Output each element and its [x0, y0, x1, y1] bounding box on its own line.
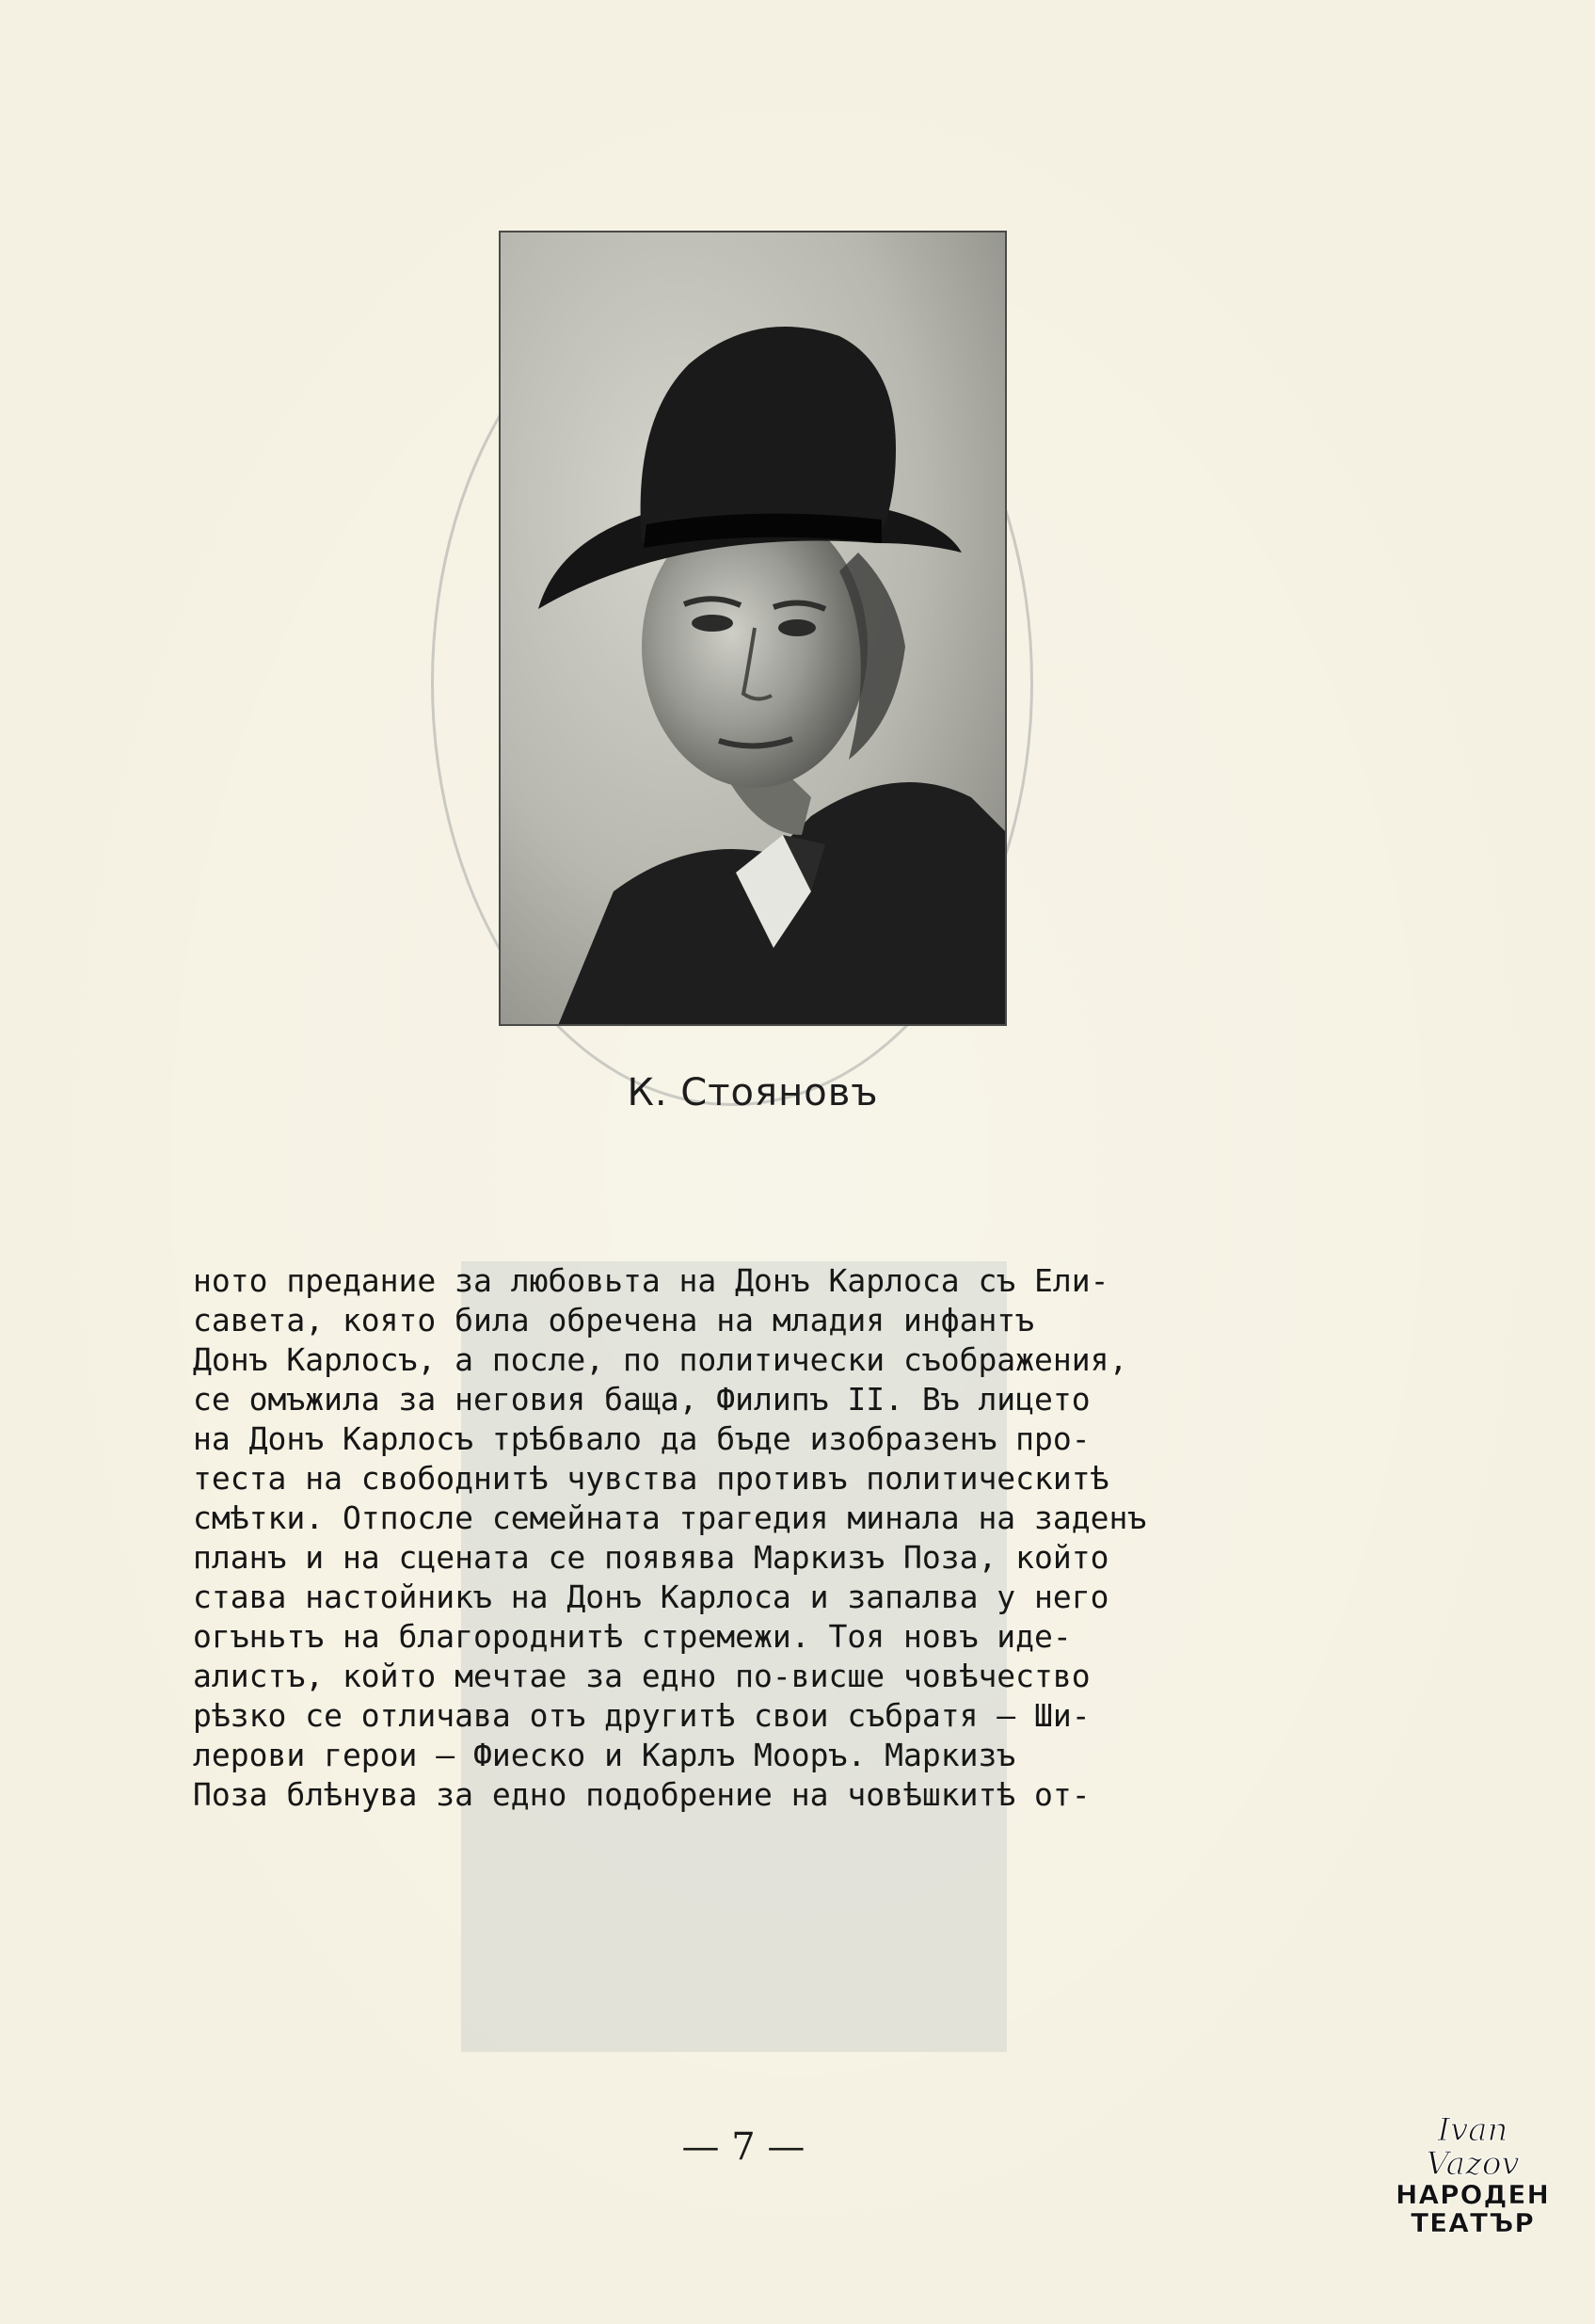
photo-caption: К. Стояновъ [627, 1071, 879, 1114]
text-line: Донъ Карлосъ, а после, по политически съображения, [193, 1341, 1128, 1378]
text-line: лерови герои — Фиеско и Карлъ Мооръ. Маркизъ [193, 1737, 1016, 1773]
logo-script: Ivan Vazov [1426, 2111, 1520, 2183]
text-line: смѣтки. Отпосле семейната трагедия минала на заденъ [193, 1499, 1147, 1536]
theatre-logo [1388, 2113, 1557, 2237]
logo-line-2: ТЕАТЪР [1411, 2207, 1535, 2238]
page-number: — 7 — [681, 2125, 805, 2169]
text-line: теста на свободнитѣ чувства противъ политическитѣ [193, 1460, 1109, 1497]
text-line: се омъжила за неговия баща, Филипъ II. Въ лицето [193, 1381, 1091, 1418]
text-line: на Донъ Карлосъ трѣбвало да бъде изобразенъ про- [193, 1420, 1091, 1457]
portrait-photograph [499, 231, 1007, 1026]
text-line: огъньтъ на благороднитѣ стремежи. Тоя новъ иде- [193, 1618, 1072, 1655]
text-line: става настойникъ на Донъ Карлоса и запалва у него [193, 1579, 1109, 1615]
text-line: алистъ, който мечтае за едно по-висше човѣчество [193, 1658, 1091, 1694]
logo-line-1: НАРОДЕН [1396, 2179, 1550, 2210]
body-text [193, 1261, 1303, 1815]
text-line: планъ и на сцената се появява Маркизъ Поза, който [193, 1539, 1109, 1576]
text-line: савета, която била обречена на младия инфантъ [193, 1302, 1035, 1338]
portrait-image [501, 232, 1007, 1026]
text-line: рѣзко се отличава отъ другитѣ свои събратя — Ши- [193, 1697, 1091, 1734]
text-line: ното предание за любовьта на Донъ Карлоса съ Ели- [193, 1262, 1109, 1299]
text-line: Поза блѣнува за едно подобрение на човѣшкитѣ от- [193, 1776, 1091, 1813]
